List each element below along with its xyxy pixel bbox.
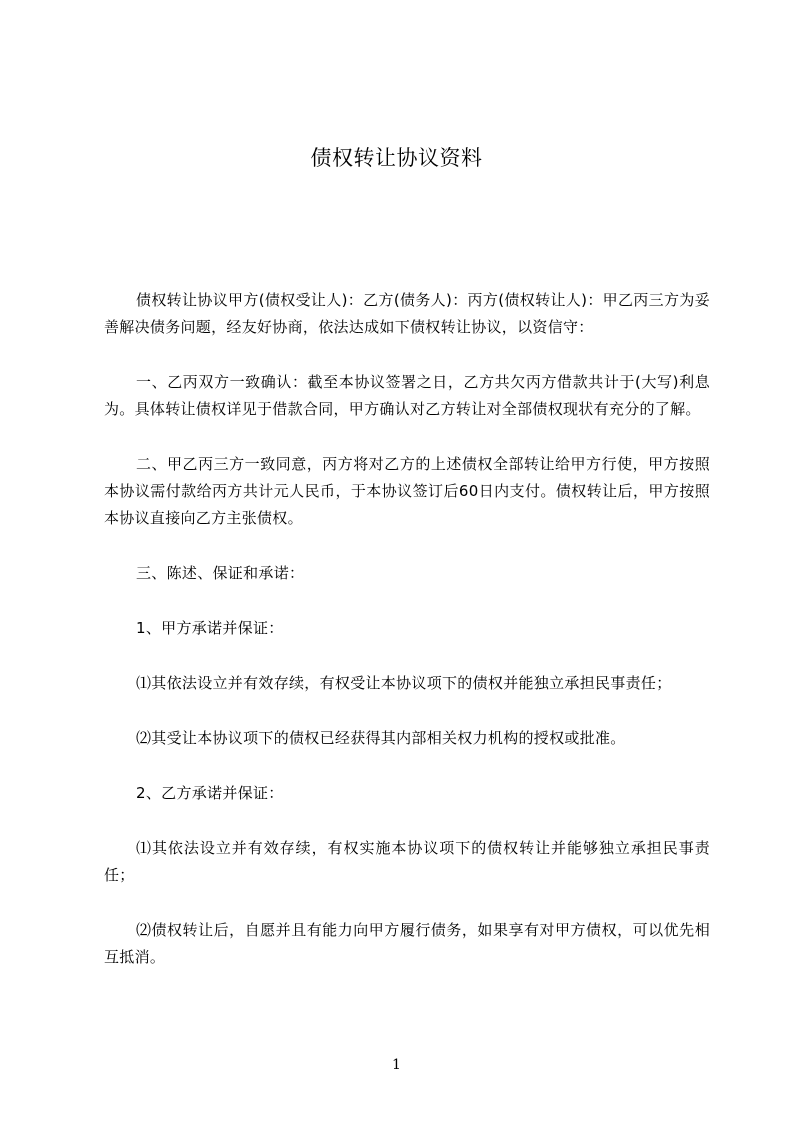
paragraph-party-a-item-1: ⑴其依法设立并有效存续，有权受让本协议项下的债权并能独立承担民事责任； (136, 674, 672, 692)
paragraph-party-a-heading: 1、甲方承诺并保证： (136, 619, 284, 637)
paragraph-clause-1: 一、乙丙双方一致确认：截至本协议签署之日，乙方共欠丙方借款共计于(大写)利息为。具体转让债权详见于借款合同，甲方确认对乙方转让对全部债权现状有充分的了解。 (104, 373, 710, 418)
document-body (104, 287, 710, 971)
paragraph-clause-3-heading: 三、陈述、保证和承诺： (136, 564, 305, 582)
paragraph-intro: 债权转让协议甲方(债权受让人)：乙方(债务人)：丙方(债权转让人)：甲乙丙三方为妥善解决债务问题，经友好协商，依法达成如下债权转让协议，以资信守： (104, 291, 710, 336)
paragraph-clause-2: 二、甲乙丙三方一致同意，丙方将对乙方的上述债权全部转让给甲方行使，甲方按照本协议需付款给丙方共计元人民币，于本协议签订后60日内支付。债权转让后，甲方按照本协议直接向乙方主张债权。 (104, 455, 710, 527)
paragraph-party-b-item-1: ⑴其依法设立并有效存续，有权实施本协议项下的债权转让并能够独立承担民事责任； (104, 839, 710, 884)
paragraph-party-a-item-2: ⑵其受让本协议项下的债权已经获得其内部相关权力机构的授权或批准。 (136, 729, 626, 747)
document-title: 债权转让协议资料 (310, 146, 483, 170)
paragraph-party-b-heading: 2、乙方承诺并保证： (136, 784, 284, 802)
page-number: 1 (392, 1057, 401, 1073)
paragraph-party-b-item-2: ⑵债权转让后，自愿并且有能力向甲方履行债务，如果享有对甲方债权，可以优先相互抵消。 (104, 921, 710, 966)
